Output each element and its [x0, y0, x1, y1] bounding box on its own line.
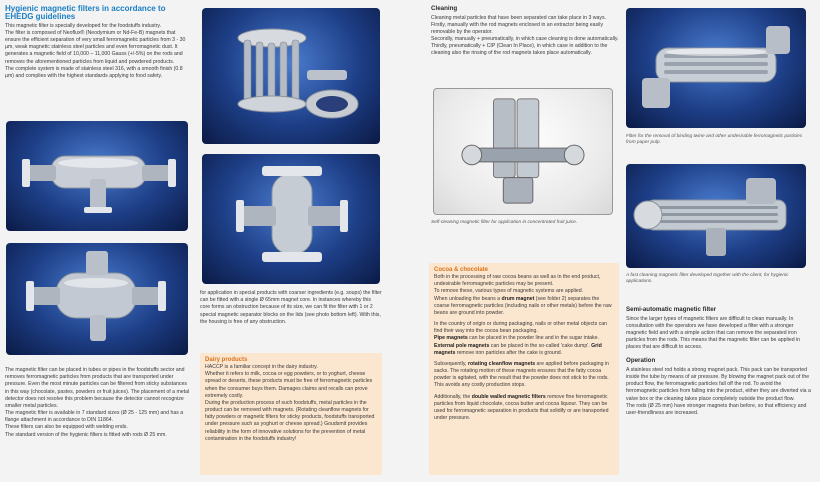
page-title: Hygienic magnetic filters in accordance to EHEDG guidelines [5, 4, 166, 22]
cocoa-paragraph-7: Additionally, the double walled magnetic filters remove fine ferromagnetic particles from liquid chocolate, cocoa butter and cocoa liquour. They can be used for ferromagnetic separation in products that solidify or are transported under pressure. [434, 393, 609, 422]
rod-magnet-photo [202, 8, 380, 144]
semi-automatic-paragraph: Since the larger types of magnetic filters are difficult to clean manually. In consultation with the operators we have developed a filter with a stronger magnetic field and with a simple action that can remove the separated iron particles from the rods. This means that the magnetic filter can be applied in places that are difficult to access. [626, 315, 801, 351]
cocoa-paragraph-1: Both in the processing of raw cocoa beans as well as in the end product, undesirable ferromagnetic particles may be present. [434, 274, 601, 288]
column-1-bottom [5, 367, 191, 439]
cocoa-paragraph-3: When unloading the beans a drum magnet (see folder 2) separates the coarse ferromagnetic particles (including nails or other metals) before the raw beans are ground into powder. [434, 295, 612, 316]
bottom-paragraph-2: The magnetic filter is available in 7 standard sizes (Ø 25 - 125 mm) and has a flange attachment in accordance to DIN 11864. [5, 410, 184, 424]
cleaning-paragraph-2: Secondly, manually + pneumatically, in which case cleaning is done automatically. Thirdly, pneumatically + CIP (Clean In Place), in which case in addition to the cleaning also the rinsing of the rod magnets takes place automatically. [431, 36, 619, 57]
intro-paragraph-3: The complete system is made of stainless steel 316, with a smooth finish (0.8 µm) and complies with the highest standards applying to food safety. [5, 65, 183, 79]
intro-paragraph-1: This magnetic filter is specially developed for the foodstuffs industry. [5, 22, 162, 29]
dairy-paragraph-2: Whether it refers to milk, cocoa or egg powders, or to yoghurt, cheese spread or deserts, these products must be free of ferromagnetic particles when the consumer buys them. Damages claims and recalls can prove extremely costly. [205, 371, 373, 399]
operation-paragraph-1: A stainless steel rod holds a strong magnet pack. This pack can be transported inside the tube by means of air pressure. By blowing the magnet pack out of the product flow, the ferromagnetic particles fall off the rod. To avoid the ferromagnetic particles from falling into the product, either they are diverted via a valve box or the cleaning takes place completely outside the product flow. [626, 366, 811, 402]
cocoa-paragraph-4: In the country of origin or during packaging, nails or other metal objects can find their way into the cocoa bean packaging. [434, 321, 608, 335]
hygienic-filter-photo-1 [6, 121, 188, 231]
cocoa-paragraph-5: Pipe magnets can be placed in the powder line and in the sugar intake. External pole magnets can be placed in the so-called 'cake dump'. Grid magnets remove iron particles after the cake is ground. [434, 335, 602, 356]
dairy-paragraph-1: HACCP is a familiar concept in the dairy industry. [205, 364, 318, 370]
dairy-products-box [200, 353, 382, 475]
operation-title: Operation [626, 357, 656, 365]
self-cleaning-caption: Self-cleaning magnetic filter for application in concentrated fruit juice. [431, 220, 578, 225]
paper-pulp-caption: Filter for the removal of binding twine and other undesirable ferromagnetic particles from paper pulp. [626, 134, 803, 146]
column-1-intro [5, 5, 191, 80]
paper-pulp-filter-photo [626, 8, 806, 128]
cocoa-title: Cocoa & chocolate [434, 267, 489, 273]
column-2-text [200, 290, 382, 326]
self-cleaning-filter-photo [433, 88, 613, 215]
bottom-paragraph-1: The magnetic filter can be placed in tubes or pipes in the foodstuffs sector and removes ferromagnetic particles from products that are transported under pressure. Even the most minute particles can be filtered from sticky substances in this way (chocolate, pastes, powders or fruit juices). The placement of a metal detector does not resolve this problem because the detector cannot recognize smaller metal particles. [5, 367, 190, 409]
cocoa-chocolate-box [429, 263, 619, 475]
semi-automatic-section [626, 306, 814, 417]
cocoa-paragraph-6: Subsequently, rotating cleanflow magnets are applied before packaging in sacks. The rotating motion of these magnets ensures that the fatty cocoa powder is agitated, with the result that the powder does not stick to the rods. This avoids any costly production stops. [434, 360, 609, 389]
special-filter-photo [202, 154, 380, 284]
cleaning-section [431, 5, 619, 58]
bottom-paragraph-3: These filters can also be equipped with welding ends. [5, 424, 128, 431]
cleaning-paragraph-1: Cleaning metal particles that have been separated can take place in 3 ways. Firstly, manually with the rod magnets enclosed in an extractor being easily removable by the operator. [431, 14, 607, 35]
coarse-ingredients-paragraph: for application in special products with coarser ingredients (e.g. soups) the filter can be fitted with a single Ø 65mm magnet core. In instances whereby this core forms an obstruction because of its size, we can fit the filter with 1 or 2 special magnetic separator blocks on the lids (see photo bottom left). With this, the housing is free of any obstruction. [200, 290, 382, 325]
fast-cleaning-caption: A fast cleaning magnetic filter developed together with the client, for hygienic applications. [626, 273, 789, 285]
bottom-paragraph-4: The standard version of the hygienic filters is fitted with rods Ø 25 mm. [5, 431, 167, 438]
dairy-paragraph-3: During the production process of such foodstuffs, metal particles in the product can be removed with magnets. (Rotating cleanflow magnets for fatty powders or magnetic filters for sticky products, foodstuffs transported under pressure such as yoghurt or cheese spread.) Goudsmit provides reliability in the form of innovative solutions for the prevention of metal contamination in the foodstuffs industry! [205, 399, 375, 442]
cocoa-paragraph-2: To remove these, various types of magnetic systems are applied. [434, 288, 584, 295]
fast-cleaning-filter-photo [626, 164, 806, 268]
cleaning-title: Cleaning [431, 5, 458, 12]
intro-paragraph-2: The filter is composed of Neoflux® (Neodymium or Nd-Fe-B) magnets that ensure the efficient separation of very small ferromagnetic particles from 3 - 30 µm, weak magnetic stainless steel particles and even ferromagnetic dust. It generates a magnetic field of 10,000 – 11,000 Gauss (+/-5%) on the rods and removes the aforementioned particles from liquid and powdered products. [5, 29, 186, 65]
operation-paragraph-2: The rods (Ø 25 mm) have stronger magnets than before, so that efficiency and user-friendliness are increased. [626, 402, 807, 416]
dairy-products-title: Dairy products [205, 357, 248, 363]
hygienic-filter-photo-2 [6, 243, 188, 355]
semi-automatic-title: Semi-automatic magnetic filter [626, 306, 717, 313]
